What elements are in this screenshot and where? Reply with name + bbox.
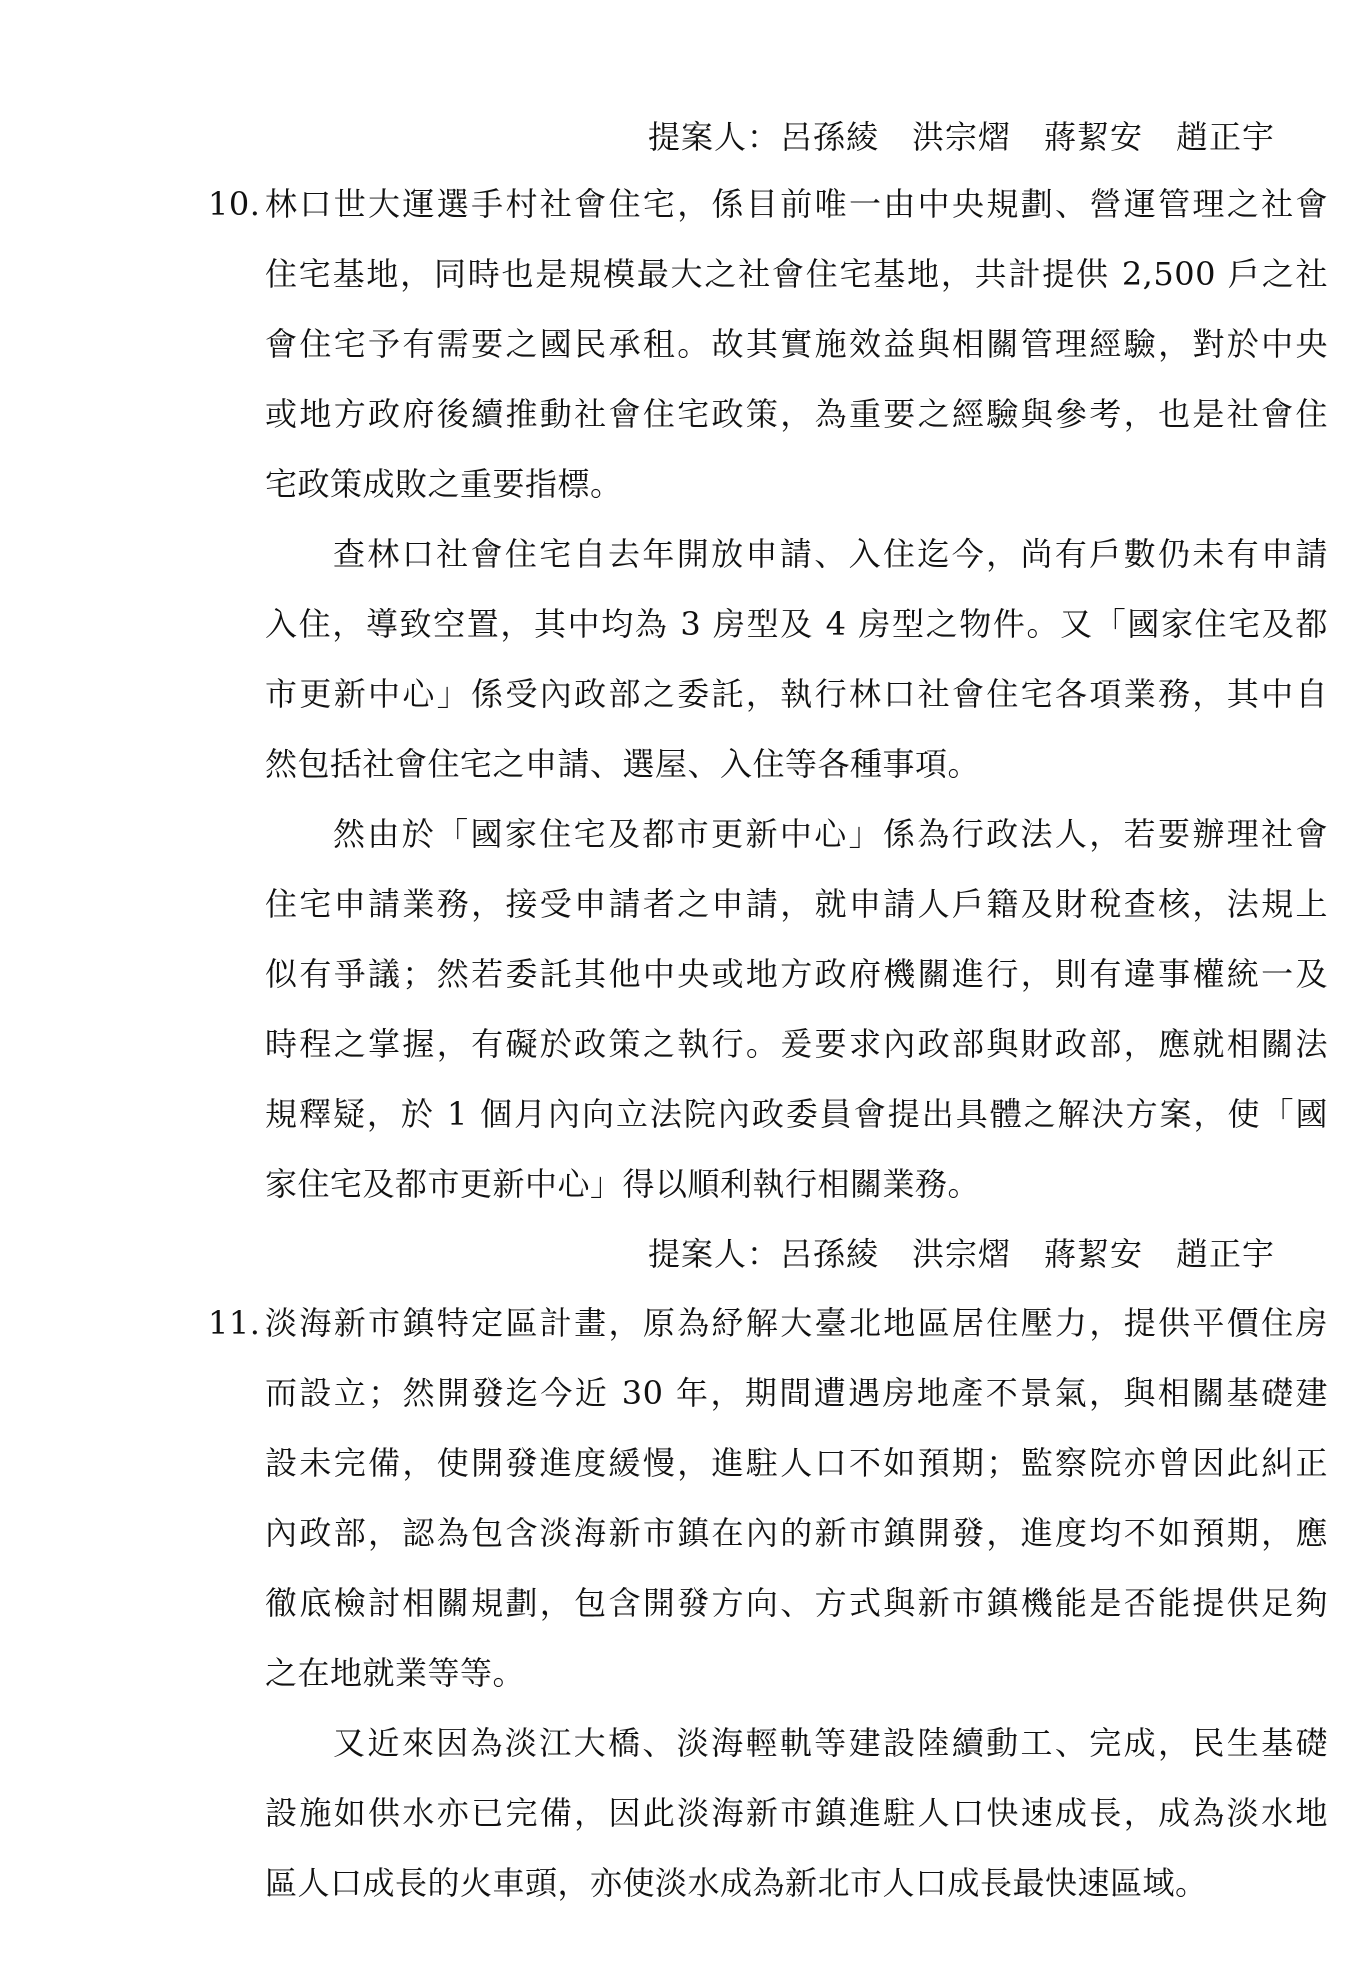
- paragraph-line: 淡海新市鎮特定區計畫，原為紓解大臺北地區居住壓力，提供平價住房: [265, 1304, 1328, 1342]
- paragraph-line: 或地方政府後續推動社會住宅政策，為重要之經驗與參考，也是社會住: [265, 395, 1328, 433]
- paragraph-line: 住宅基地，同時也是規模最大之社會住宅基地，共計提供 2,500 戶之社: [265, 255, 1328, 293]
- paragraph-line: 會住宅予有需要之國民承租。故其實施效益與相關管理經驗，對於中央: [265, 325, 1328, 363]
- paragraph-line: 住宅申請業務，接受申請者之申請，就申請人戶籍及財稅查核，法規上: [265, 885, 1328, 923]
- paragraph-line: 徹底檢討相關規劃，包含開發方向、方式與新市鎮機能是否能提供足夠: [265, 1584, 1328, 1622]
- item-number: 11.: [208, 1304, 261, 1342]
- paragraph-line: 區人口成長的火車頭，亦使淡水成為新北市人口成長最快速區域。: [265, 1864, 1208, 1902]
- paragraph-line: 家住宅及都市更新中心」得以順利執行相關業務。: [265, 1165, 981, 1203]
- paragraph-line: 似有爭議；然若委託其他中央或地方政府機關進行，則有違事權統一及: [265, 955, 1328, 993]
- paragraph-line: 然包括社會住宅之申請、選屋、入住等各種事項。: [265, 745, 981, 783]
- signature-line: 提案人：呂孫綾 洪宗熠 蔣絜安 趙正宇: [648, 118, 1276, 156]
- paragraph-line: 設未完備，使開發進度緩慢，進駐人口不如預期；監察院亦曾因此糾正: [265, 1444, 1328, 1482]
- paragraph-line: 宅政策成敗之重要指標。: [265, 465, 623, 503]
- paragraph-line: 規釋疑，於 1 個月內向立法院內政委員會提出具體之解決方案，使「國: [265, 1095, 1328, 1133]
- paragraph-line: 又近來因為淡江大橋、淡海輕軌等建設陸續動工、完成，民生基礎: [333, 1724, 1328, 1762]
- paragraph-line: 市更新中心」係受內政部之委託，執行林口社會住宅各項業務，其中自: [265, 675, 1328, 713]
- paragraph-line: 設施如供水亦已完備，因此淡海新市鎮進駐人口快速成長，成為淡水地: [265, 1794, 1328, 1832]
- paragraph-line: 查林口社會住宅自去年開放申請、入住迄今，尚有戶數仍未有申請: [333, 535, 1328, 573]
- paragraph-line: 入住，導致空置，其中均為 3 房型及 4 房型之物件。又「國家住宅及都: [265, 605, 1328, 643]
- paragraph-line: 然由於「國家住宅及都市更新中心」係為行政法人，若要辦理社會: [333, 815, 1328, 853]
- paragraph-line: 而設立；然開發迄今近 30 年，期間遭遇房地產不景氣，與相關基礎建: [265, 1374, 1328, 1412]
- paragraph-line: 之在地就業等等。: [265, 1654, 526, 1692]
- paragraph-line: 時程之掌握，有礙於政策之執行。爰要求內政部與財政部，應就相關法: [265, 1025, 1328, 1063]
- paragraph-line: 內政部，認為包含淡海新市鎮在內的新市鎮開發，進度均不如預期，應: [265, 1514, 1328, 1552]
- item-number: 10.: [208, 185, 261, 223]
- paragraph-line: 林口世大運選手村社會住宅，係目前唯一由中央規劃、營運管理之社會: [265, 185, 1328, 223]
- signature-line: 提案人：呂孫綾 洪宗熠 蔣絜安 趙正宇: [648, 1235, 1276, 1273]
